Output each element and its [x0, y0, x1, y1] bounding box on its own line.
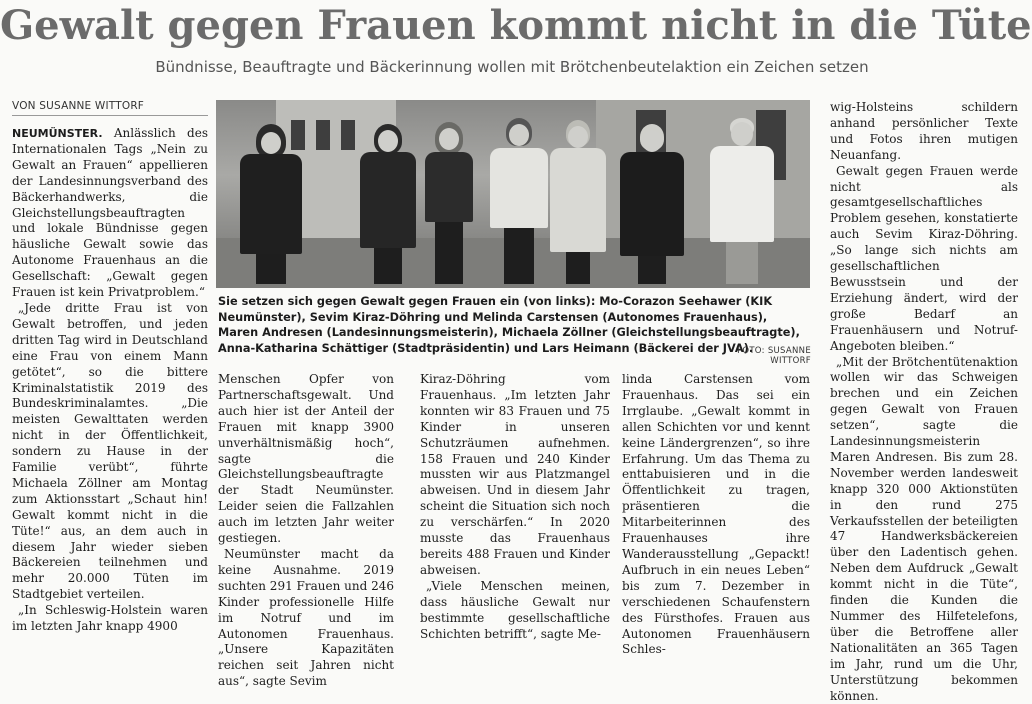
paragraph — [12, 126, 208, 301]
paragraph: „In Schleswig-Holstein waren im letzten Jahr knapp 4900 — [12, 603, 208, 635]
paragraph: Neumünster macht da keine Ausnahme. 2019 suchten 291 Frauen und 246 Kinder professionelle Hilfe im Notruf und im Autonomen Frauenhaus. „Unsere Kapazitäten reichen seit Jahren nicht aus“, sagte Sevim — [218, 547, 394, 690]
column-1 — [12, 126, 208, 621]
column-3 — [420, 372, 610, 622]
photo-caption: Sie setzen sich gegen Gewalt gegen Frauen ein (von links): Mo-Corazon Seehawer (KIK Neumünster), Sevim Kiraz-Döhring und Melinda Carstensen (Autonomes Frauenhaus), Maren Andresen (Landesinnungsmeisterin), Michaela Zöllner (Gleichstellungsbeauftragte), Anna-Katharina Schättiger (Stadtpräsidentin) und Lars Heimann (Bäckerei der JVA). — [218, 294, 810, 356]
dateline: NEUMÜNSTER. — [12, 127, 103, 140]
paragraph: „Viele Menschen meinen, dass häusliche Gewalt nur bestimmte gesellschaftliche Schichten betrifft“, sagte Me- — [420, 579, 610, 643]
paragraph: Menschen Opfer von Partnerschaftsgewalt. Und auch hier ist der Anteil der Frauen mit knapp 3900 unverhältnismäßig hoch“, sagte die Gleichstellungsbeauftragte der Stadt Neumünster. Leider seien die Fallzahlen auch im letzten Jahr weiter gestiegen. — [218, 372, 394, 547]
paragraph-text: Anlässlich des Internationalen Tags „Nein zu Gewalt an Frauen“ appellieren der Landesinnungsverband des Bäckerhandwerks, die Gleichstellungsbeauftragten und lokale Bündnisse gegen häusliche Gewalt sowie das Autonome Frauenhaus an die Gesellschaft: „Gewalt gegen Frauen ist kein Privatproblem.“ — [12, 126, 208, 299]
paragraph: Kiraz-Döhring vom Frauenhaus. „Im letzten Jahr konnten wir 83 Frauen und 75 Kinder in unseren Schutzräumen aufnehmen. 158 Frauen und 240 Kinder mussten wir aus Platzmangel abweisen. Und in diesem Jahr scheint die Situation sich noch zu verschärfen.“ In 2020 musste das Frauenhaus bereits 488 Frauen und Kinder abweisen. — [420, 372, 610, 579]
photo-credit: FOTO: SUSANNE WITTORF — [695, 346, 811, 366]
paragraph: „Mit der Brötchentütenaktion wollen wir das Schweigen brechen und ein Zeichen gegen Gewalt von Frauen setzen“, sagte die Landesinnungsmeisterin Maren Andresen. Bis zum 28. November werden landesweit knapp 320 000 Aktionstüten in den rund 275 Verkaufsstellen der beteiligten 47 Handwerksbäckereien über den Ladentisch gehen. Neben dem Aufdruck „Gewalt kommt nicht in die Tüte“, finden die Kunden die Nummer des Hilfetelefons, über die Betroffene aller Nationalitäten an 365 Tagen im Jahr, rund um die Uhr, Unterstützung bekommen können. — [830, 355, 1018, 704]
byline: VON SUSANNE WITTORF — [12, 100, 208, 116]
headline: Gewalt gegen Frauen kommt nicht in die Tüte — [0, 2, 1024, 49]
paragraph: Gewalt gegen Frauen werde nicht als gesamtgesellschaftliches Problem gesehen, konstatierte auch Sevim Kiraz-Döhring. „So lange sich nichts am gesellschaftlichen Bewusstsein und der Erziehung ändert, wird der große Bedarf an Frauenhäusern und Notruf-Angeboten bleiben.“ — [830, 164, 1018, 355]
column-5 — [830, 100, 1018, 621]
paragraph: linda Carstensen vom Frauenhaus. Das sei ein Irrglaube. „Gewalt kommt in allen Schichten vor und kennt keine Ländergrenzen“, so ihre Erfahrung. Um das Thema zu enttabuisieren und in die Öffentlichkeit zu tragen, präsentieren die Mitarbeiterinnen des Frauenhauses ihre Wanderausstellung „Gepackt! Aufbruch in ein neues Leben“ bis zum 7. Dezember in verschiedenen Schaufenstern des Fürsthofes. Frauen aus Autonomen Frauenhäusern Schles- — [622, 372, 810, 658]
column-4 — [622, 372, 810, 622]
subheadline: Bündnisse, Beauftragte und Bäckerinnung wollen mit Brötchenbeutelaktion ein Zeichen setzen — [0, 58, 1024, 76]
article-photo — [216, 100, 810, 288]
paragraph: wig-Holsteins schildern anhand persönlicher Texte und Fotos ihren mutigen Neuanfang. — [830, 100, 1018, 164]
paragraph: „Jede dritte Frau ist von Gewalt betroffen, und jeden dritten Tag wird in Deutschland eine Frau von einem Mann getötet“, so die bittere Kriminalstatistik 2019 des Bundeskriminalamtes. „Die meisten Gewalttaten werden nicht in der Öffentlichkeit, sondern zu Hause in der Familie verübt“, führte Michaela Zöllner am Montag zum Aktionsstart „Schaut hin! Gewalt kommt nicht in die Tüte!“ aus, an dem auch in diesem Jahr wieder sieben Bäckereien teilnehmen und mehr 20.000 Tüten im Stadtgebiet verteilen. — [12, 301, 208, 603]
column-2 — [218, 372, 394, 622]
